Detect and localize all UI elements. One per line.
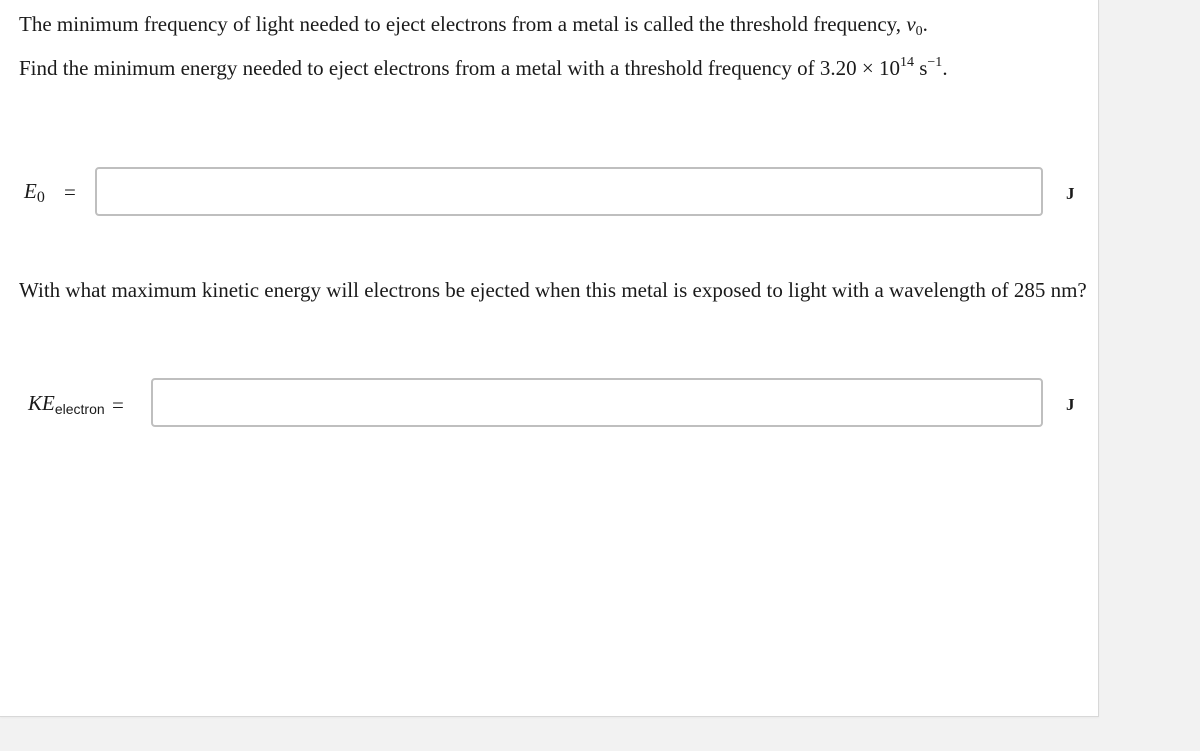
nu-symbol: ν bbox=[906, 12, 916, 36]
unit-base: s bbox=[913, 56, 928, 80]
ke-answer-input[interactable] bbox=[151, 378, 1043, 427]
exponent: 14 bbox=[899, 55, 914, 70]
ke-symbol: KE bbox=[28, 391, 55, 415]
e-subscript: 0 bbox=[36, 189, 45, 206]
threshold-definition-text bbox=[19, 14, 928, 39]
e-symbol: E bbox=[24, 179, 37, 203]
definition-intro: The minimum frequency of light needed to eject electrons from a metal is called the threshold frequency, bbox=[19, 12, 907, 36]
ke-unit: J bbox=[1066, 395, 1075, 414]
ke-subscript: electron bbox=[54, 401, 105, 417]
e0-label bbox=[24, 181, 45, 206]
prompt-1-end: . bbox=[942, 56, 948, 80]
equals-sign: = bbox=[64, 180, 76, 204]
unit-exponent: −1 bbox=[927, 55, 943, 70]
nu-subscript: 0 bbox=[915, 24, 923, 39]
e0-unit: J bbox=[1066, 184, 1075, 203]
e0-answer-input[interactable] bbox=[95, 167, 1043, 216]
question-2-prompt: With what maximum kinetic energy will electrons be ejected when this metal is exposed to light with a wavelength of 285 nm? bbox=[19, 278, 1087, 302]
prompt-1-start: Find the minimum energy needed to eject electrons from a metal with a threshold frequency of 3.20 × 10 bbox=[19, 56, 900, 80]
question-1-prompt bbox=[19, 55, 948, 80]
definition-end: . bbox=[922, 12, 928, 36]
equals-sign: = bbox=[112, 393, 124, 417]
ke-label bbox=[28, 393, 105, 416]
